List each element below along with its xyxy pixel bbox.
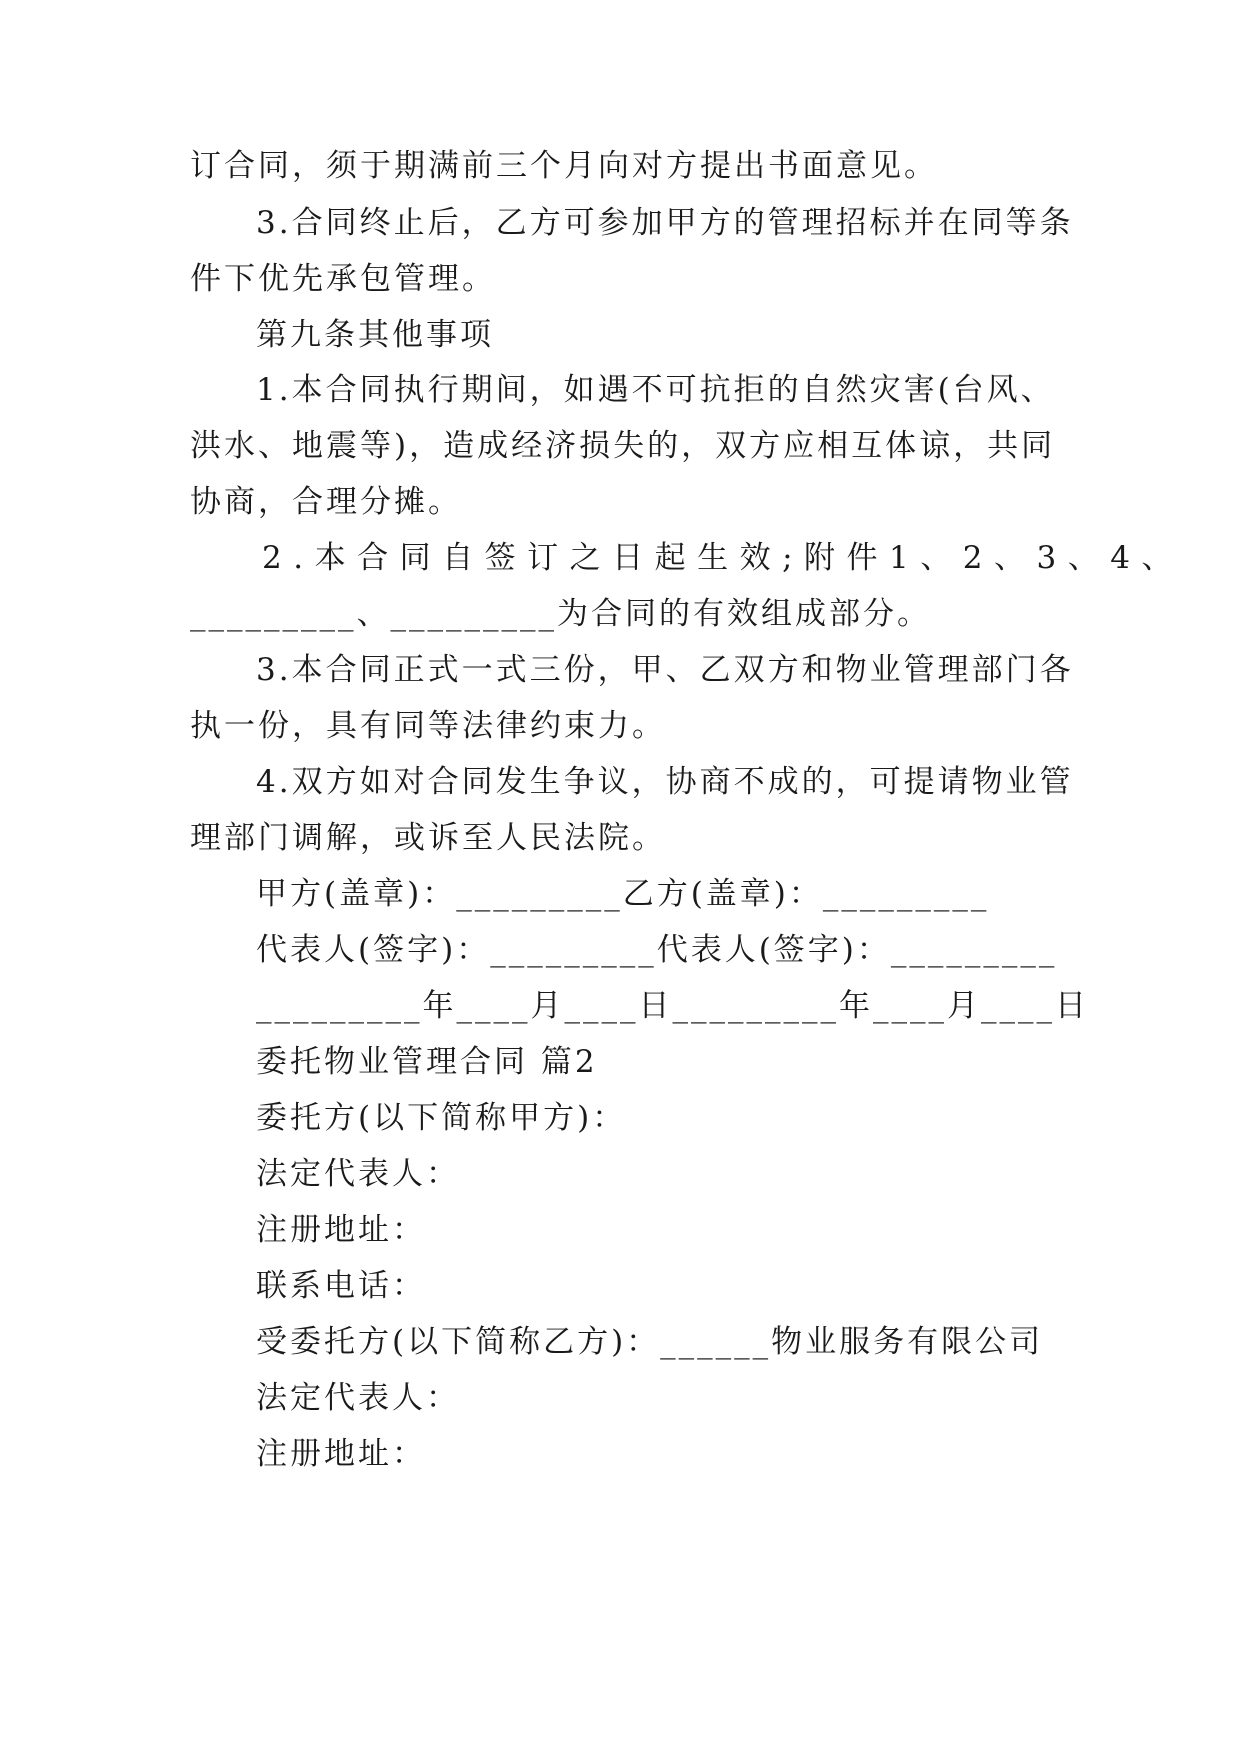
text-line: 洪水、地震等)，造成经济损失的，双方应相互体谅，共同 [190, 428, 1056, 464]
text-line: 3.合同终止后，乙方可参加甲方的管理招标并在同等条 [256, 205, 1074, 241]
text-line: 件下优先承包管理。 [190, 261, 496, 297]
text-line: _________、_________为合同的有效组成部分。 [190, 596, 931, 632]
text-line: 理部门调解，或诉至人民法院。 [190, 820, 666, 856]
text-line: 2.本合同自签订之日起生效;附件1、2、3、4、 [262, 540, 1184, 576]
party-field: 法定代表人： [256, 1156, 460, 1192]
party-field: 联系电话： [256, 1268, 426, 1304]
text-line: 3.本合同正式一式三份，甲、乙双方和物业管理部门各 [256, 652, 1074, 688]
date-line: _________年____月____日_________年____月____日 [256, 988, 1089, 1024]
signature-line: 甲方(盖章)：_________乙方(盖章)：_________ [256, 876, 990, 912]
party-field: 注册地址： [256, 1436, 426, 1472]
party-field: 委托方(以下简称甲方)： [256, 1100, 627, 1136]
text-line: 1.本合同执行期间，如遇不可抗拒的自然灾害(台风、 [256, 372, 1055, 408]
contract-title: 委托物业管理合同 篇2 [256, 1044, 598, 1080]
text-line: 执一份，具有同等法律约束力。 [190, 708, 666, 744]
party-field: 法定代表人： [256, 1380, 460, 1416]
text-line: 协商，合理分摊。 [190, 484, 462, 520]
text-line: 4.双方如对合同发生争议，协商不成的，可提请物业管 [256, 764, 1074, 800]
signature-line: 代表人(签字)：_________代表人(签字)：_________ [256, 932, 1058, 968]
party-field: 受委托方(以下简称乙方)：______物业服务有限公司 [256, 1324, 1044, 1360]
section-heading: 第九条其他事项 [256, 317, 494, 353]
party-field: 注册地址： [256, 1212, 426, 1248]
text-line: 订合同，须于期满前三个月向对方提出书面意见。 [190, 148, 938, 184]
